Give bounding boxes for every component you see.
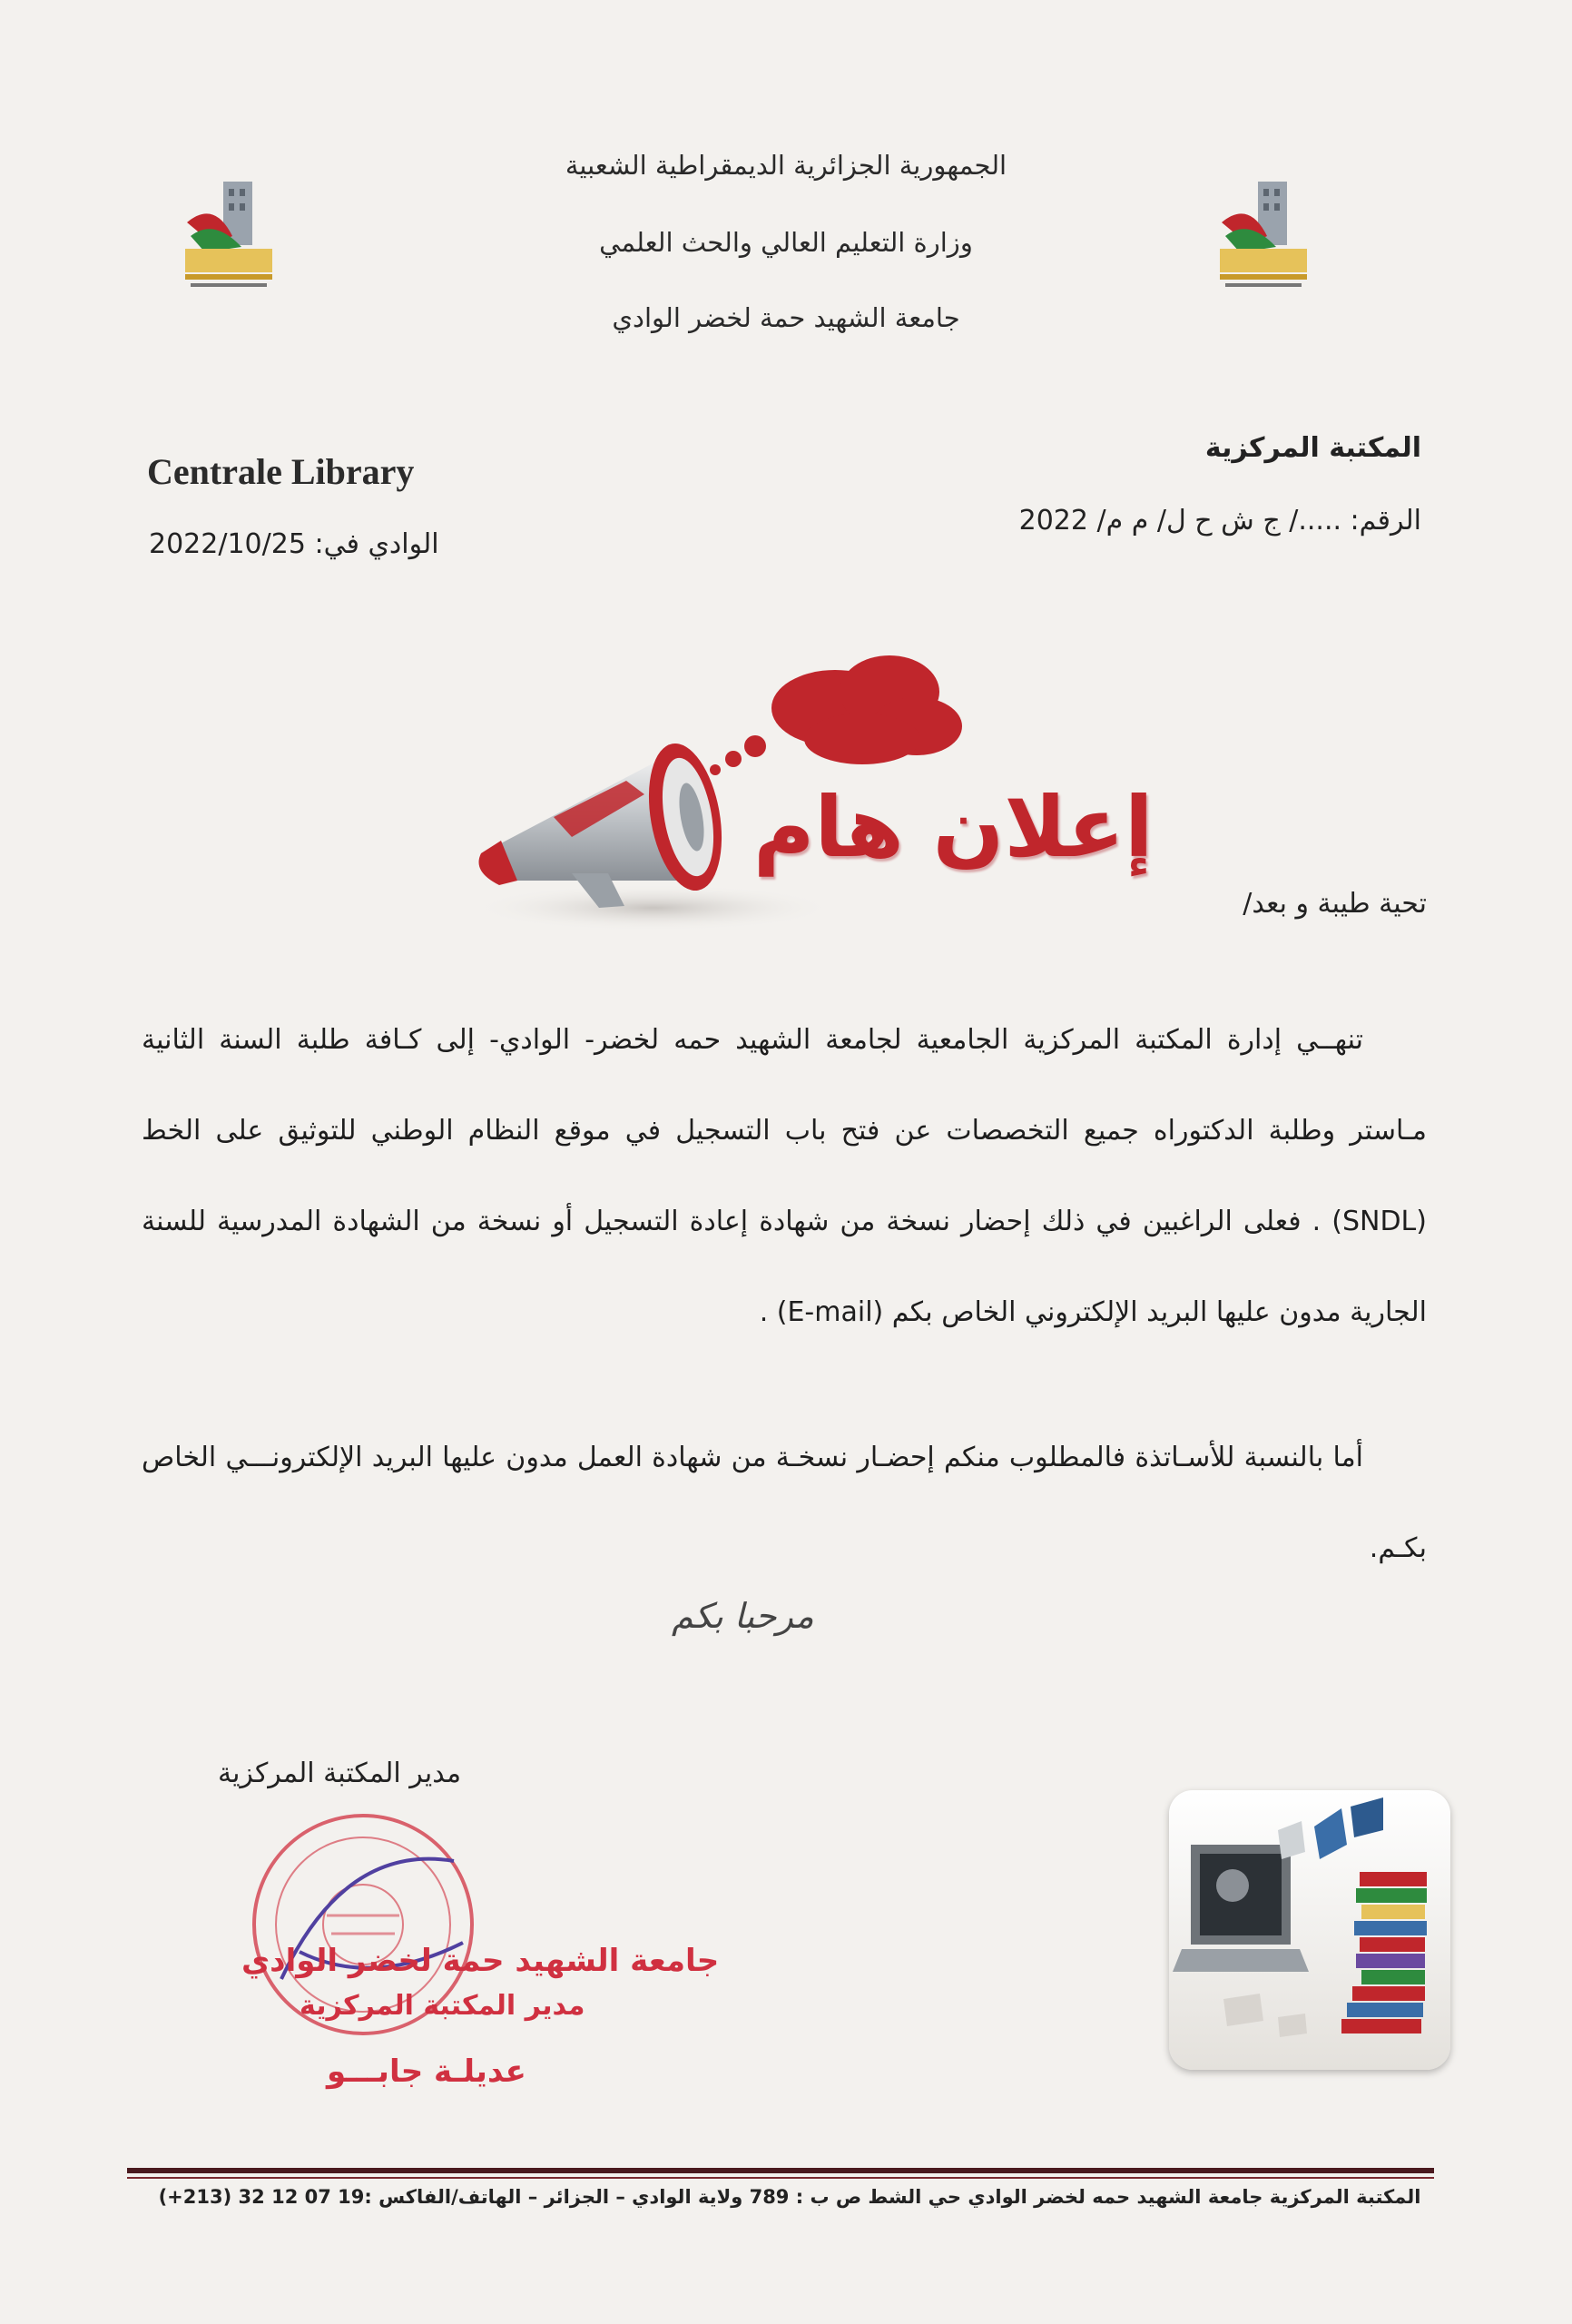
director-title: مدير المكتبة المركزية xyxy=(218,1758,462,1789)
header-university: جامعة الشهيد حمة لخضر الوادي xyxy=(612,302,960,333)
library-illustration xyxy=(1169,1790,1450,2070)
director-name: عديلـة جابـــو xyxy=(327,2053,526,2090)
paper-sheets-icon xyxy=(1223,1994,1307,2037)
flying-books-icon xyxy=(1278,1797,1383,1859)
announcement-title: إعلان هام xyxy=(753,779,1154,876)
book-stack-icon xyxy=(1341,1872,1427,2034)
footer-rule xyxy=(127,2168,1434,2173)
stamp-university: جامعة الشهيد حمة لخضر الوادي xyxy=(241,1943,720,1979)
footer-address: المكتبة المركزية جامعة الشهيد حمه لخضر الوادي حي الشط ص ب : 789 ولاية الوادي – الجزائر – الهاتف/الفاكس :19 07 12 32 (213+) xyxy=(158,2186,1421,2208)
letter-date: الوادي في: 2022/10/25 xyxy=(149,528,439,560)
megaphone-shadow xyxy=(472,884,835,931)
speech-cloud-icon xyxy=(710,655,962,775)
closing-welcome: مرحبا بكم xyxy=(672,1596,814,1636)
university-logo-left xyxy=(178,172,280,300)
greeting: تحية طيبة و بعد/ xyxy=(1243,888,1427,920)
announcement-paragraph-students: تنهــي إدارة المكتبة المركزية الجامعية لجامعة الشهيد حمه لخضر- الوادي- إلى كـافة طلبة السنة الثانية مـاستر وطلبة الدكتوراه جميع التخصصات عن فتح باب التسجيل في موقع النظام الوطني للتوثيق على الخط (SNDL) . فعلى الراغبين في ذلك إحضار نسخة من شهادة إعادة التسجيل أو نسخة من الشهادة المدرسية للسنة الجارية مدون عليها البريد الإلكتروني الخاص بكم (E-mail) . xyxy=(142,1024,1427,1328)
announcement-paragraph-professors: أما بالنسبة للأسـاتذة فالمطلوب منكم إحضـار نسخـة من شهادة العمل مدون عليها البريد الإلكترونـــي الخاص بكـم. xyxy=(142,1442,1427,1564)
header-ministry: وزارة التعليم العالي والحث العلمي xyxy=(599,227,973,258)
laptop-icon xyxy=(1173,1845,1309,1972)
stamp-director: مدير المكتبة المركزية xyxy=(300,1990,585,2022)
department-english: Centrale Library xyxy=(147,451,415,492)
header-republic: الجمهورية الجزائرية الديمقراطية الشعبية xyxy=(565,150,1007,181)
department-arabic: المكتبة المركزية xyxy=(1204,432,1421,464)
megaphone-icon xyxy=(479,738,732,908)
footer-rule-thin xyxy=(127,2177,1434,2179)
reference-number: الرقم: ...../ ج ش ح ل/ م م/ 2022 xyxy=(1018,505,1421,537)
university-logo-right xyxy=(1213,172,1314,300)
